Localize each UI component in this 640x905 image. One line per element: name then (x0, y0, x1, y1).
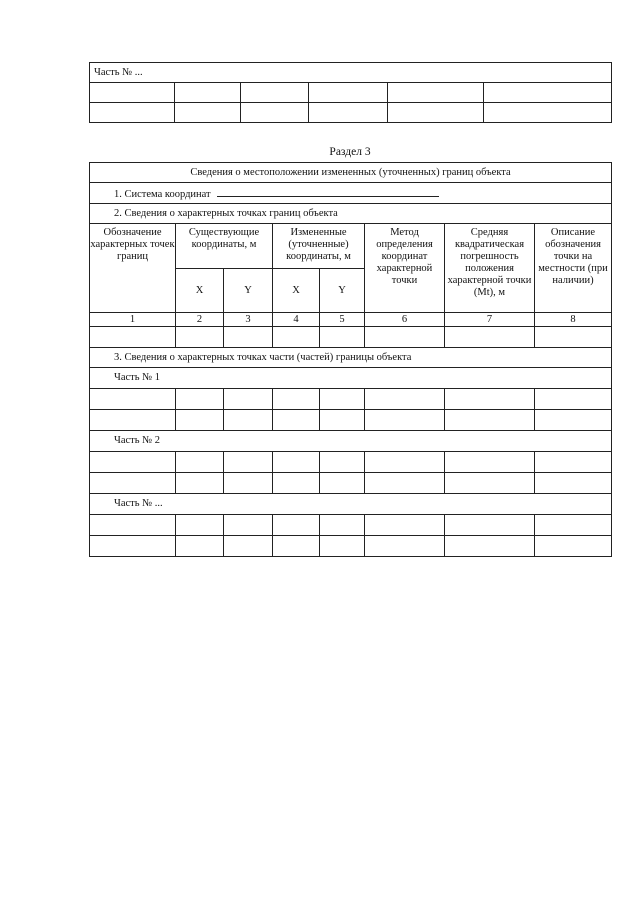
table-row (90, 327, 612, 348)
header-method: Метод определения координат характерной точки (365, 224, 445, 313)
top-part-table (89, 62, 612, 123)
header-error: Средняя квадратическая погрешность положения характерной точки (Mt), м (445, 224, 535, 313)
parts-section-label: 3. Сведения о характерных точках части (частей) границы объекта (90, 348, 612, 368)
table-row (90, 410, 612, 431)
table-row (90, 103, 612, 123)
table-row (90, 389, 612, 410)
points-section-label: 2. Сведения о характерных точках границ объекта (90, 204, 612, 224)
col-number: 6 (365, 313, 445, 327)
table-row (90, 515, 612, 536)
col-number: 5 (320, 313, 365, 327)
coordinate-system-row (90, 183, 612, 204)
header-existing-coordinates: Существующие координаты, м (176, 224, 273, 269)
header-changed-coordinates: Измененные (уточненные) координаты, м (273, 224, 365, 269)
coordinate-system-label: 1. Система координат (114, 188, 211, 200)
table-row (90, 473, 612, 494)
col-number: 8 (535, 313, 612, 327)
part-label: Часть № 2 (90, 431, 612, 452)
part-label: Часть № ... (90, 494, 612, 515)
column-numbers-row (90, 313, 612, 327)
header-x-changed: X (273, 269, 320, 313)
header-y-changed: Y (320, 269, 365, 313)
coordinate-system-field (217, 186, 439, 197)
table-title: Сведения о местоположении измененных (уточненных) границ объекта (90, 163, 612, 183)
top-part-label: Часть № ... (90, 63, 612, 83)
table-row (90, 83, 612, 103)
boundary-points-table (89, 162, 612, 557)
col-number: 3 (224, 313, 273, 327)
header-description: Описание обозначения точки на местности (при наличии) (535, 224, 612, 313)
header-y-existing: Y (224, 269, 273, 313)
col-number: 1 (90, 313, 176, 327)
section-title: Раздел 3 (329, 146, 371, 158)
col-number: 4 (273, 313, 320, 327)
header-point-designation: Обозначение характерных точек границ (90, 224, 176, 313)
col-number: 7 (445, 313, 535, 327)
col-number: 2 (176, 313, 224, 327)
table-row (90, 536, 612, 557)
table-row (90, 452, 612, 473)
header-x-existing: X (176, 269, 224, 313)
part-label: Часть № 1 (90, 368, 612, 389)
